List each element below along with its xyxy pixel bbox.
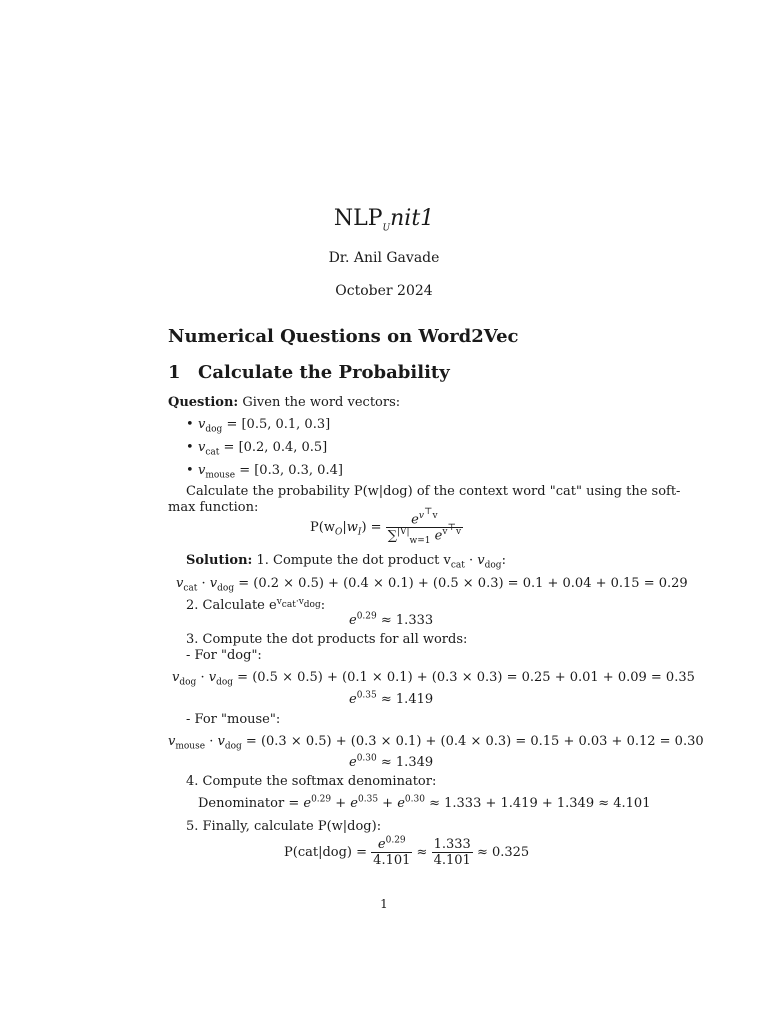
equation-3b: $e^{0.35} \approx 1.419$ bbox=[349, 690, 434, 707]
equation-4b: $e^{0.30} \approx 1.349$ bbox=[349, 753, 434, 770]
final-equation: P(cat|dog) = $\frac{e^{0.29}}{4.101}$ ≈ $\frac{1.333}{4.101}$ ≈ 0.325 bbox=[284, 835, 530, 868]
equation-1: $v_{cat} \cdot v_{dog} = (0.2 \times 0.5) + (0.4 \times 0.1) + (0.5 \times 0.3) = 0.1 + 0.04 + 0.15 = 0.29$ bbox=[176, 576, 688, 594]
solution-step-4: 4. Compute the softmax denominator: bbox=[186, 774, 437, 789]
solution-step-2: 2. Calculate $e^{v_{cat}\cdot v_{dog}}$: bbox=[186, 596, 326, 613]
for-mouse-label: - For "mouse": bbox=[186, 712, 281, 727]
equation-2: $e^{0.29} \approx 1.333$ bbox=[349, 611, 434, 628]
page-number: 1 bbox=[380, 897, 388, 911]
section-heading-main: Numerical Questions on Word2Vec bbox=[168, 326, 519, 347]
solution-step-5: 5. Finally, calculate P(w|dog): bbox=[186, 819, 382, 834]
solution-step-3: 3. Compute the dot products for all words: bbox=[186, 632, 468, 647]
equation-4: $v_{mouse} \cdot v_{dog} = (0.3 \times 0.5) + (0.3 \times 0.1) + (0.4 \times 0.3) = 0.15 + 0.03 + 0.12 = 0.30$ bbox=[168, 734, 704, 752]
list-item: • $v_{dog} = [0.5$, 0.1, 0.3] bbox=[186, 417, 331, 435]
section-heading-1: 1 Calculate the Probability bbox=[168, 362, 450, 383]
equation-3: $v_{dog} \cdot v_{dog} = (0.5 \times 0.5) + (0.1 \times 0.1) + (0.3 \times 0.3) = 0.25 + 0.01 + 0.09 = 0.35$ bbox=[172, 670, 695, 688]
solution-step-1: Solution: 1. Compute the dot product $v_{cat} \cdot v_{dog}$: bbox=[186, 553, 506, 571]
author-name: Dr. Anil Gavade bbox=[328, 250, 440, 266]
document-date: October 2024 bbox=[335, 283, 433, 299]
softmax-equation: $P(w_O|w_I)$ = $\frac{e^{v^⊤v}}{\sum^{|V|}_{w=1} e^{v^⊤v}}$ bbox=[310, 507, 462, 547]
task-text-line1: Calculate the probability P(w|dog) of the context word "cat" using the soft- bbox=[186, 484, 681, 499]
list-item: • $v_{cat} = [0.2$, 0.4, 0.5] bbox=[186, 440, 328, 458]
list-item: • $v_{mouse} = [0.3$, 0.3, 0.4] bbox=[186, 463, 343, 481]
question-line: Question: Given the word vectors: bbox=[168, 395, 401, 410]
equation-5: Denominator = $e^{0.29} + e^{0.35} + e^{0.30} \approx 1.333 + 1.419 + 1.349 \approx 4.101$ bbox=[198, 794, 651, 811]
task-text-line2: max function: bbox=[168, 500, 259, 515]
for-dog-label: - For "dog": bbox=[186, 648, 262, 663]
document-title: $NLP_Unit1$ bbox=[333, 206, 435, 234]
